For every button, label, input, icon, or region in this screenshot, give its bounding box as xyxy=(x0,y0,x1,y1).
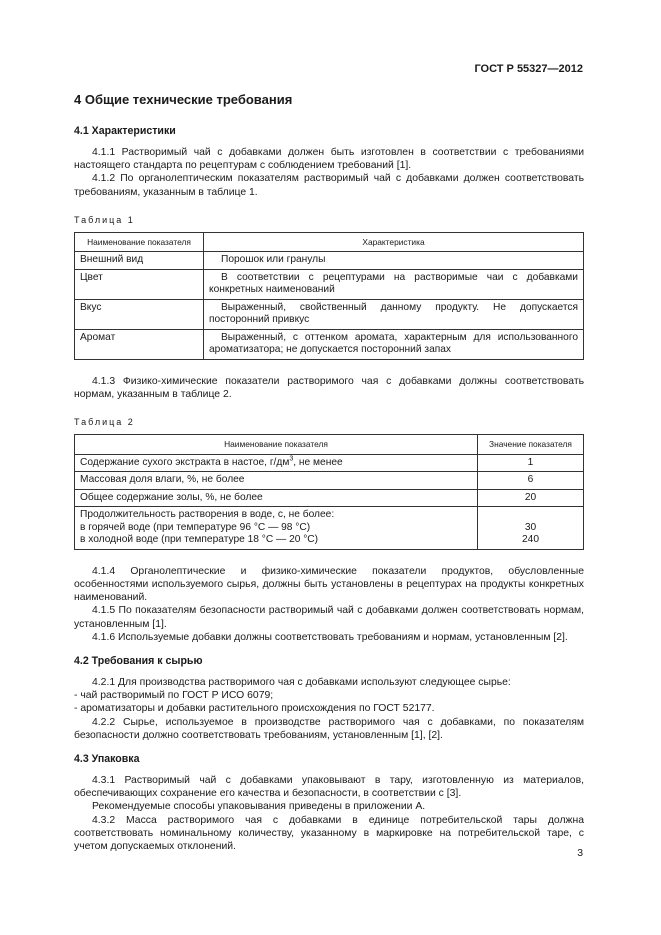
table-cell-characteristic: Выраженный, с оттенком аромата, характерным для использованного ароматизатора; не допускается посторонний запах xyxy=(204,329,584,359)
list-item: - ароматизаторы и добавки растительного происхождения по ГОСТ 52177. xyxy=(74,703,435,715)
table-header-cell: Наименование показателя xyxy=(75,435,478,455)
table-cell-indicator: Массовая доля влаги, %, не более xyxy=(75,472,478,490)
value-hot: 30 xyxy=(524,521,537,533)
paragraph-4-1-4: 4.1.4 Органолептические и физико-химические показатели продуктов, обусловленные особенностями используемого сырья, должны быть установлены в рецептурах на продукты конкретных наименований. xyxy=(74,565,584,604)
table-cell-value xyxy=(478,507,584,550)
row-label: Продолжительность растворения в воде, с, не более: xyxy=(80,509,335,521)
table-2-caption: Таблица 2 xyxy=(74,417,135,428)
row-sublabel-hot: в горячей воде (при температуре 96 °С — 98 °С) xyxy=(80,521,311,533)
row-label: Содержание сухого экстракта в настое, г/дм xyxy=(80,456,290,468)
table-1-caption: Таблица 1 xyxy=(74,214,135,225)
table-cell-indicator xyxy=(75,454,478,472)
subsection-title-4-3: 4.3 Упаковка xyxy=(74,752,140,765)
table-cell-value: 20 xyxy=(478,489,584,507)
unit-superscript: 3 xyxy=(289,455,294,463)
value-cold: 240 xyxy=(522,534,539,546)
paragraph-4-1-1: 4.1.1 Растворимый чай с добавками должен быть изготовлен в соответствии с требованиями настоящего стандарта по рецептурам с соблюдением требований [1]. xyxy=(74,147,584,172)
table-row xyxy=(75,507,584,550)
section-title: 4 Общие технические требования xyxy=(74,92,293,107)
table-header-cell: Наименование показателя xyxy=(75,232,204,252)
paragraph-4-2-1: 4.2.1 Для производства растворимого чая с добавками используют следующее сырье: xyxy=(92,676,511,688)
table-2 xyxy=(74,434,584,550)
paragraph-4-1-3: 4.1.3 Физико-химические показатели растворимого чая с добавками должны соответствовать нормам, указанным в таблице 2. xyxy=(74,375,584,401)
standard-code: ГОСТ Р 55327—2012 xyxy=(474,63,583,75)
table-cell-indicator: Вкус xyxy=(75,299,204,329)
row-label-suffix: , не менее xyxy=(293,456,343,468)
document-body xyxy=(74,92,584,853)
table-header-row xyxy=(75,435,584,455)
paragraph-4-2-2: 4.2.2 Сырье, используемое в производстве растворимого чая с добавками, по показателям безопасности должно соответствовать требованиям, установленным [1], [2]. xyxy=(74,716,584,741)
table-header-cell: Значение показателя xyxy=(478,435,584,455)
table-cell-characteristic: Выраженный, свойственный данному продукту. Не допускается посторонний привкус xyxy=(204,299,584,329)
table-row xyxy=(75,489,584,507)
paragraph-4-1-6: 4.1.6 Используемые добавки должны соответствовать требованиям и нормам, установленным [2]. xyxy=(92,631,568,643)
subsection-title-4-2: 4.2 Требования к сырью xyxy=(74,654,203,667)
table-cell-indicator: Внешний вид xyxy=(75,252,204,270)
table-cell-indicator: Цвет xyxy=(75,269,204,299)
table-row xyxy=(75,329,584,359)
paragraph-4-1-5: 4.1.5 По показателям безопасности растворимый чай с добавками должен соответствовать нормам, установленным [1]. xyxy=(74,605,584,630)
table-cell-characteristic: В соответствии с рецептурами на растворимые чаи с добавками конкретных наименований xyxy=(204,269,584,299)
table-cell-value: 6 xyxy=(478,472,584,490)
row-sublabel-cold: в холодной воде (при температуре 18 °С — 20 °С) xyxy=(80,534,319,546)
list-item: - чай растворимый по ГОСТ Р ИСО 6079; xyxy=(74,690,274,702)
table-1 xyxy=(74,232,584,360)
table-row xyxy=(75,472,584,490)
paragraph-4-1-2: 4.1.2 По органолептическим показателям растворимый чай с добавками должен соответствовать требованиям, указанным в таблице 1. xyxy=(74,173,584,198)
table-row xyxy=(75,252,584,270)
table-row xyxy=(75,299,584,329)
table-cell-value: 1 xyxy=(478,454,584,472)
page-number: 3 xyxy=(577,848,583,859)
subsection-title-4-1: 4.1 Характеристики xyxy=(74,125,176,137)
table-cell-indicator: Общее содержание золы, %, не более xyxy=(75,489,478,507)
table-row xyxy=(75,269,584,299)
table-header-cell: Характеристика xyxy=(204,232,584,252)
table-cell-indicator xyxy=(75,507,478,550)
table-row xyxy=(75,454,584,472)
paragraph-4-3-1-note: Рекомендуемые способы упаковывания приведены в приложении А. xyxy=(92,801,426,813)
table-cell-characteristic: Порошок или гранулы xyxy=(204,252,584,270)
table-header-row xyxy=(75,232,584,252)
paragraph-4-3-1: 4.3.1 Растворимый чай с добавками упаковывают в тару, изготовленную из материалов, обеспечивающих сохранение его качества и безопасности, в соответствии с [3]. xyxy=(74,774,584,800)
paragraph-4-3-2: 4.3.2 Масса растворимого чая с добавками в единице потребительской тары должна соответствовать номинальному количеству, указанному в маркировке на потребительской таре, с учетом допускаемых отклонений. xyxy=(74,814,584,852)
table-cell-indicator: Аромат xyxy=(75,329,204,359)
